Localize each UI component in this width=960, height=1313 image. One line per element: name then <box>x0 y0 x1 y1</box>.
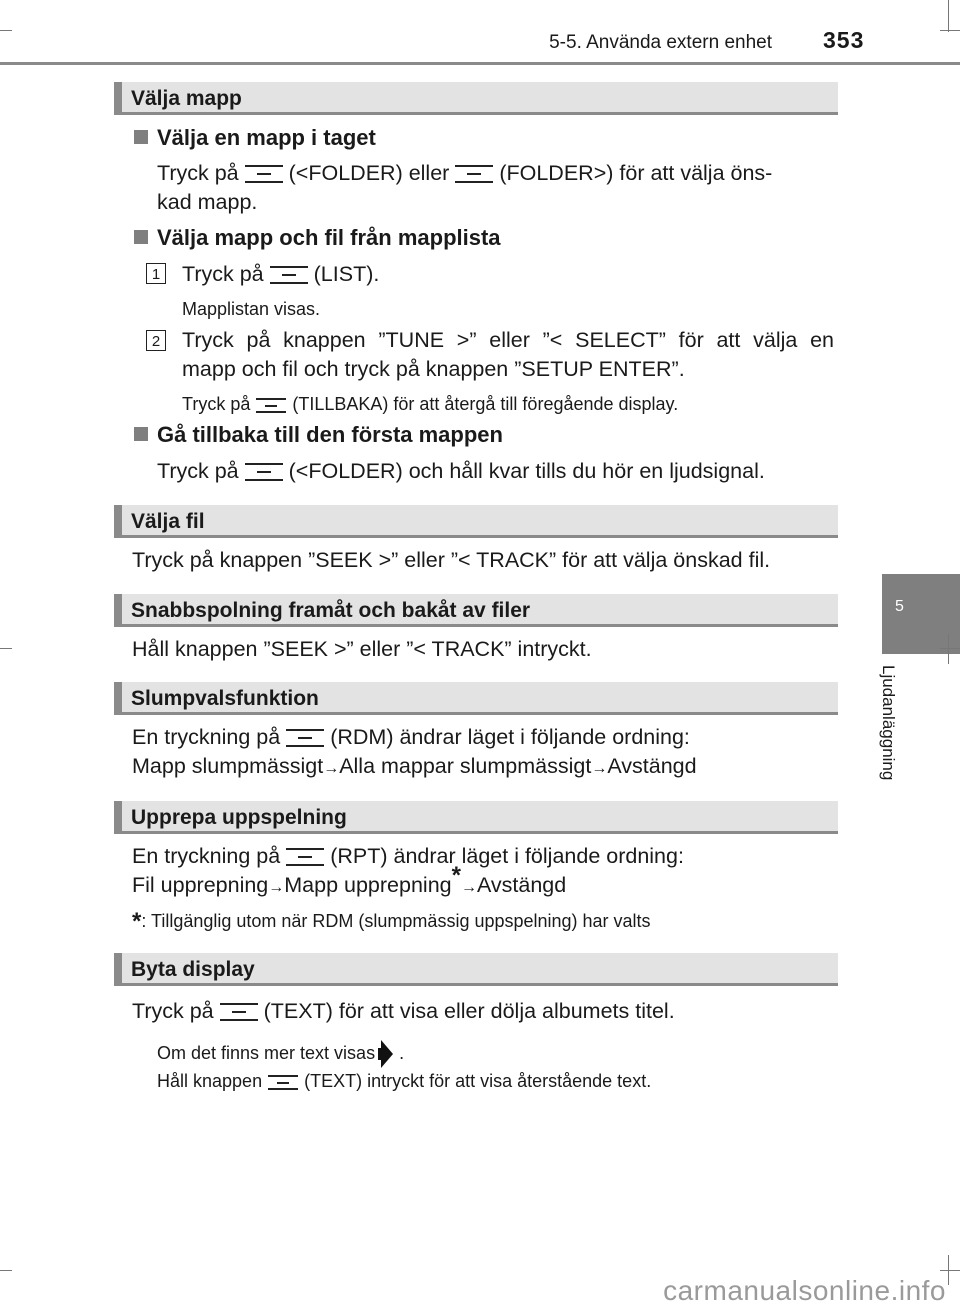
step-1-note: Mapplistan visas. <box>182 299 321 319</box>
text: Fil upprepning <box>132 873 269 897</box>
square-bullet-icon <box>134 130 148 144</box>
text: kad mapp. <box>157 190 258 214</box>
note-more-text <box>157 1040 404 1068</box>
text: (<FOLDER) och håll kvar tills du hör en ljudsignal. <box>288 459 765 483</box>
subheading-valja-en-mapp <box>134 125 376 151</box>
header-divider <box>0 62 960 65</box>
section-title: Snabbspolning framåt och bakåt av filer <box>131 599 531 622</box>
button-symbol-icon <box>220 1003 258 1021</box>
section-header-valja-mapp <box>114 82 838 115</box>
button-symbol-icon <box>245 165 283 183</box>
subheading-text: Välja mapp och fil från mapplista <box>157 225 501 250</box>
text: Tryck på <box>182 262 264 286</box>
text: En tryckning på <box>132 844 281 868</box>
footnote-marker: * <box>132 908 142 935</box>
button-symbol-icon <box>286 848 324 866</box>
button-symbol-icon <box>245 463 283 481</box>
text: Tryck på <box>157 161 239 185</box>
section-title: Upprepa uppspelning <box>131 806 347 829</box>
more-text-arrow-icon <box>381 1040 393 1068</box>
chapter-number: 5 <box>895 598 904 615</box>
text: : Tillgänglig utom när RDM (slumpmässig uppspelning) har valts <box>141 911 651 931</box>
button-symbol-icon <box>286 729 324 747</box>
page-number: 353 <box>823 27 865 53</box>
text: Alla mappar slumpmässigt <box>339 754 592 778</box>
step-number: 2 <box>146 330 166 351</box>
step-2 <box>146 330 166 351</box>
square-bullet-icon <box>134 427 148 441</box>
text: (TILLBAKA) för att återgå till föregående display. <box>292 394 679 414</box>
text: Mapp upprepning <box>284 873 452 897</box>
text: Håll knappen <box>157 1071 263 1091</box>
crop-mark <box>948 0 949 32</box>
header-section-title: 5-5. Använda extern enhet <box>549 32 772 53</box>
subheading-text: Välja en mapp i taget <box>157 125 376 150</box>
chapter-label-text: Ljudanläggning <box>879 665 898 781</box>
arrow-right-icon: → <box>460 879 477 896</box>
section-title: Byta display <box>131 958 255 981</box>
crop-mark <box>0 648 12 649</box>
arrow-right-icon: → <box>591 760 608 777</box>
step-2-text <box>182 326 834 384</box>
section-header-byta-display <box>114 953 838 986</box>
text: Tryck på <box>132 999 214 1023</box>
footnote-marker: * <box>451 862 461 889</box>
arrow-right-icon: → <box>268 879 285 896</box>
step-1 <box>146 263 166 284</box>
crop-mark <box>940 1270 960 1271</box>
button-symbol-icon <box>256 398 286 413</box>
subheading-mapplista <box>134 225 501 251</box>
section-title: Slumpvalsfunktion <box>131 687 319 710</box>
text: (LIST). <box>313 262 380 286</box>
text: (RPT) ändrar läget i följande ordning: <box>330 844 684 868</box>
text: Avstängd <box>607 754 697 778</box>
crop-mark <box>940 648 960 649</box>
step-1-text <box>182 260 379 289</box>
square-bullet-icon <box>134 230 148 244</box>
arrow-right-icon: → <box>323 760 340 777</box>
button-symbol-icon <box>455 165 493 183</box>
crop-mark <box>0 30 12 31</box>
text: Avstängd <box>476 873 567 897</box>
section-title: Välja fil <box>131 510 205 533</box>
button-symbol-icon <box>268 1075 298 1090</box>
text: Mapp slumpmässigt <box>132 754 324 778</box>
paragraph-valja-fil: Tryck på knappen ”SEEK >” eller ”< TRACK” för att välja önskad fil. <box>132 548 771 572</box>
paragraph-forsta-mappen <box>157 457 765 486</box>
section-header-snabbspolning <box>114 594 838 627</box>
text: (TEXT) intryckt för att visa återstående text. <box>304 1071 652 1091</box>
paragraph-valja-en-mapp <box>157 159 837 217</box>
text: En tryckning på <box>132 725 281 749</box>
step-2-note <box>182 394 678 415</box>
text: mapp och fil och tryck på knappen ”SETUP ENTER”. <box>182 357 685 381</box>
text: (<FOLDER) eller <box>288 161 450 185</box>
paragraph-slumpval <box>132 723 697 783</box>
text: (RDM) ändrar läget i följande ordning: <box>330 725 690 749</box>
text: Tryck på <box>157 459 239 483</box>
section-header-upprepa <box>114 801 838 834</box>
paragraph-upprepa <box>132 842 684 902</box>
section-header-slumpval <box>114 682 838 715</box>
text: . <box>399 1042 405 1063</box>
footnote <box>132 908 651 936</box>
section-title: Välja mapp <box>131 87 242 110</box>
text: Tryck på knappen ”TUNE >” eller ”< SELECT” för att välja en <box>182 328 834 352</box>
text: Tryck på <box>182 394 251 414</box>
paragraph-snabbspolning: Håll knappen ”SEEK >” eller ”< TRACK” intryckt. <box>132 637 592 661</box>
watermark: carmanualsonline.info <box>663 1275 946 1306</box>
chapter-label <box>878 665 918 805</box>
note-hold-text <box>157 1071 651 1092</box>
crop-mark <box>948 634 949 664</box>
text: Om det finns mer text visas <box>157 1042 376 1063</box>
section-header-valja-fil <box>114 505 838 538</box>
subheading-text: Gå tillbaka till den första mappen <box>157 422 503 447</box>
text: (FOLDER>) för att välja öns- <box>499 161 773 185</box>
text: (TEXT) för att visa eller dölja albumets titel. <box>263 999 675 1023</box>
step-number: 1 <box>146 263 166 284</box>
crop-mark <box>940 30 960 31</box>
paragraph-byta-display <box>132 997 675 1026</box>
subheading-forsta-mappen <box>134 422 503 448</box>
crop-mark <box>0 1270 12 1271</box>
button-symbol-icon <box>270 266 308 284</box>
